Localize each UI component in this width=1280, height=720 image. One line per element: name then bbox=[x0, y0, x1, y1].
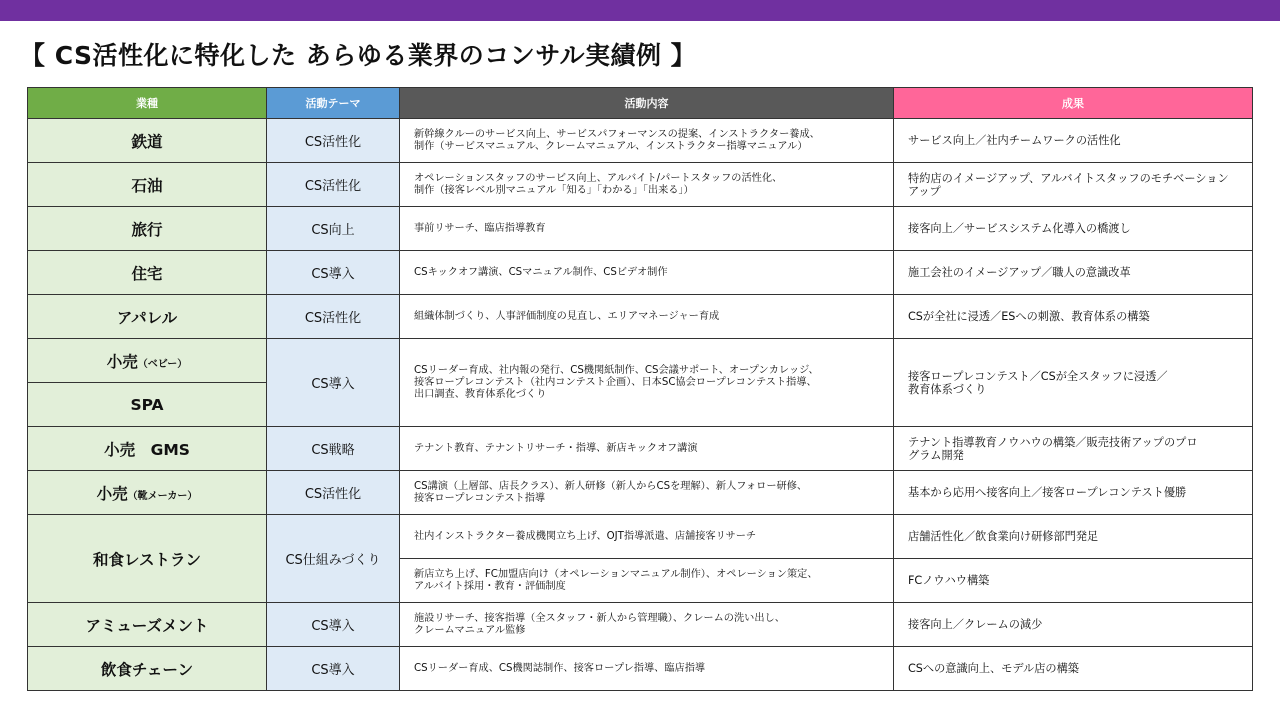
result-cell: 特約店のイメージアップ、アルバイトスタッフのモチベーション アップ bbox=[894, 163, 1253, 207]
activity-cell: 事前リサーチ、臨店指導教育 bbox=[400, 207, 894, 251]
industry-cell: 住宅 bbox=[28, 251, 267, 295]
theme-cell: CS導入 bbox=[267, 339, 400, 427]
industry-cell: 飲食チェーン bbox=[28, 647, 267, 691]
industry-cell: 石油 bbox=[28, 163, 267, 207]
table-row bbox=[28, 207, 1253, 251]
theme-cell: CS活性化 bbox=[267, 295, 400, 339]
header-theme: 活動テーマ bbox=[267, 88, 400, 119]
result-cell: CSが全社に浸透／ESへの刺激、教育体系の構築 bbox=[894, 295, 1253, 339]
result-cell: サービス向上／社内チームワークの活性化 bbox=[894, 119, 1253, 163]
header-activity: 活動内容 bbox=[400, 88, 894, 119]
theme-cell: CS導入 bbox=[267, 647, 400, 691]
table-row bbox=[28, 339, 1253, 383]
industry-cell: アミューズメント bbox=[28, 603, 267, 647]
industry-cell: アパレル bbox=[28, 295, 267, 339]
result-cell: 施工会社のイメージアップ／職人の意識改革 bbox=[894, 251, 1253, 295]
industry-cell: 小売 GMS bbox=[28, 427, 267, 471]
header-result: 成果 bbox=[894, 88, 1253, 119]
activity-cell: CSキックオフ講演、CSマニュアル制作、CSビデオ制作 bbox=[400, 251, 894, 295]
table-row bbox=[28, 515, 1253, 559]
industry-cell: 旅行 bbox=[28, 207, 267, 251]
industry-cell: SPA bbox=[28, 383, 267, 427]
activity-cell: CSリーダー育成、社内報の発行、CS機関紙制作、CS会議サポート、オープンカレッジ、 接客ロープレコンテスト（社内コンテスト企画）、日本SC協会ロープレコンテスト指導、 出口調査、教育体系化づくり bbox=[400, 339, 894, 427]
theme-cell: CS仕組みづくり bbox=[267, 515, 400, 603]
activity-cell: 新店立ち上げ、FC加盟店向け（オペレーションマニュアル制作）、オペレーション策定、 アルバイト採用・教育・評価制度 bbox=[400, 559, 894, 603]
table-row bbox=[28, 647, 1253, 691]
result-cell: FCノウハウ構築 bbox=[894, 559, 1253, 603]
header-industry: 業種 bbox=[28, 88, 267, 119]
theme-cell: CS活性化 bbox=[267, 119, 400, 163]
industry-cell bbox=[28, 339, 267, 383]
theme-cell: CS向上 bbox=[267, 207, 400, 251]
table-row bbox=[28, 119, 1253, 163]
result-cell: 基本から応用へ接客向上／接客ロープレコンテスト優勝 bbox=[894, 471, 1253, 515]
activity-cell: CSリーダー育成、CS機関誌制作、接客ロープレ指導、臨店指導 bbox=[400, 647, 894, 691]
industry-cell bbox=[28, 471, 267, 515]
page-title: 【 CS活性化に特化した あらゆる業界のコンサル実績例 】 bbox=[20, 41, 697, 70]
theme-cell: CS導入 bbox=[267, 251, 400, 295]
theme-cell: CS戦略 bbox=[267, 427, 400, 471]
industry-cell: 鉄道 bbox=[28, 119, 267, 163]
industry-name: 小売 bbox=[96, 484, 128, 503]
table-row bbox=[28, 251, 1253, 295]
result-cell: 接客ロープレコンテスト／CSが全スタッフに浸透／ 教育体系づくり bbox=[894, 339, 1253, 427]
theme-cell: CS導入 bbox=[267, 603, 400, 647]
industry-subtype: （靴メーカー） bbox=[127, 490, 198, 502]
top-accent-bar bbox=[0, 0, 1280, 21]
table-row bbox=[28, 427, 1253, 471]
result-cell: 接客向上／クレームの減少 bbox=[894, 603, 1253, 647]
result-cell: CSへの意識向上、モデル店の構築 bbox=[894, 647, 1253, 691]
activity-cell: 組織体制づくり、人事評価制度の見直し、エリアマネージャー育成 bbox=[400, 295, 894, 339]
industry-cell: 和食レストラン bbox=[28, 515, 267, 603]
activity-cell: テナント教育、テナントリサーチ・指導、新店キックオフ講演 bbox=[400, 427, 894, 471]
activity-cell: オペレーションスタッフのサービス向上、アルバイト/パートスタッフの活性化、 制作（接客レベル別マニュアル「知る」「わかる」「出来る」） bbox=[400, 163, 894, 207]
result-cell: 店舗活性化／飲食業向け研修部門発足 bbox=[894, 515, 1253, 559]
activity-cell: CS講演（上層部、店長クラス）、新人研修（新人からCSを理解）、新人フォロー研修、 接客ロープレコンテスト指導 bbox=[400, 471, 894, 515]
table-row bbox=[28, 471, 1253, 515]
table-header-row bbox=[28, 88, 1253, 119]
result-cell: テナント指導教育ノウハウの構築／販売技術アップのプロ グラム開発 bbox=[894, 427, 1253, 471]
result-cell: 接客向上／サービスシステム化導入の橋渡し bbox=[894, 207, 1253, 251]
theme-cell: CS活性化 bbox=[267, 163, 400, 207]
industry-subtype: （ベビー） bbox=[137, 358, 188, 370]
activity-cell: 新幹線クルーのサービス向上、サービスパフォーマンスの提案、インストラクター養成、 制作（サービスマニュアル、クレームマニュアル、インストラクター指導マニュアル） bbox=[400, 119, 894, 163]
table-row bbox=[28, 163, 1253, 207]
table-row bbox=[28, 295, 1253, 339]
table-row bbox=[28, 603, 1253, 647]
industry-name: 小売 bbox=[106, 352, 138, 371]
activity-cell: 施設リサーチ、接客指導（全スタッフ・新人から管理職）、クレームの洗い出し、 クレームマニュアル監修 bbox=[400, 603, 894, 647]
activity-cell: 社内インストラクター養成機関立ち上げ、OJT指導派遣、店舗接客リサーチ bbox=[400, 515, 894, 559]
theme-cell: CS活性化 bbox=[267, 471, 400, 515]
consulting-results-table bbox=[27, 87, 1253, 691]
